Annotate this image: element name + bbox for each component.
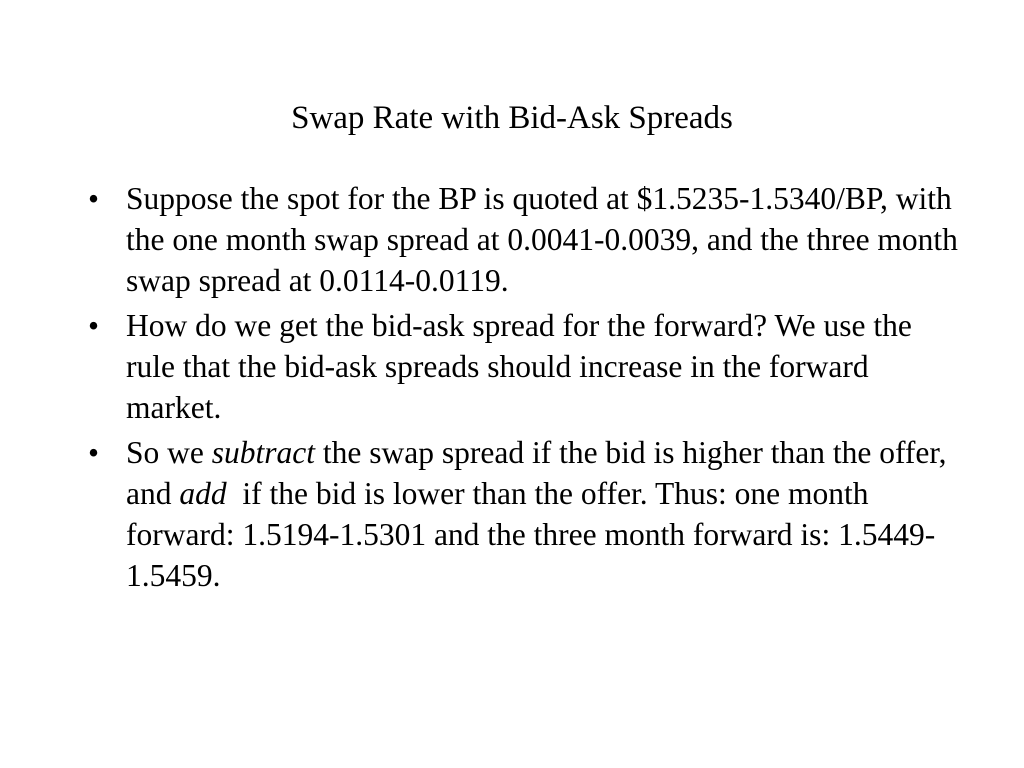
bullet-text: How do we get the bid-ask spread for the forward? We use the rule that the bid-ask spreads should increase in the forward market. bbox=[126, 308, 912, 425]
bullet-item-forward-question bbox=[88, 305, 958, 428]
bullet-text: Suppose the spot for the BP is quoted at $1.5235-1.5340/BP, with the one month swap spread at 0.0041-0.0039, and the three month swap spread at 0.0114-0.0119. bbox=[126, 181, 958, 298]
bullet-dot-icon: • bbox=[88, 308, 100, 343]
bullet-list bbox=[88, 178, 958, 600]
emphasis-add: add bbox=[179, 476, 227, 511]
bullet-text-part: So we bbox=[126, 435, 212, 470]
slide-title: Swap Rate with Bid-Ask Spreads bbox=[291, 100, 733, 136]
bullet-item-rule-result bbox=[88, 432, 958, 596]
bullet-item-spot-quote bbox=[88, 178, 958, 301]
bullet-text-part: the swap spread if the bid is higher than the offer, and bbox=[126, 435, 947, 511]
bullet-dot-icon: • bbox=[88, 435, 100, 470]
bullet-text-part: if the bid is lower than the offer. Thus: one month forward: 1.5194-1.5301 and the three month forward is: 1.5449-1.5459. bbox=[126, 476, 936, 593]
emphasis-subtract: subtract bbox=[211, 435, 316, 470]
bullet-dot-icon: • bbox=[88, 181, 100, 216]
